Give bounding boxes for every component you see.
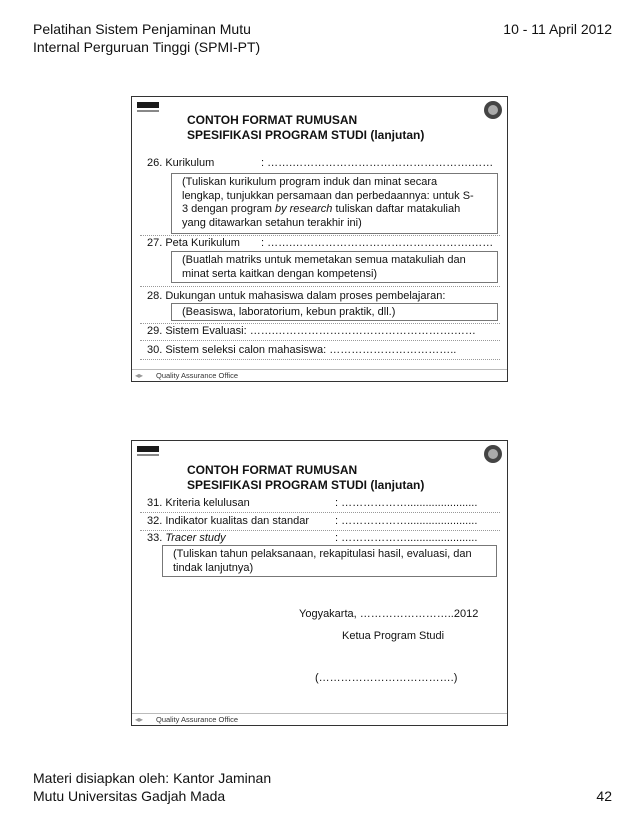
- item-30: 30. Sistem seleksi calon mahasiswa: ……………………………..: [147, 344, 457, 356]
- place-date: Yogyakarta, ……………………..2012: [299, 608, 479, 620]
- slide-title: CONTOH FORMAT RUMUSAN SPESIFIKASI PROGRAM STUDI (lanjutan): [187, 463, 425, 492]
- slide-corner-line: [137, 110, 159, 112]
- item-26: 26. Kurikulum : …….………………………………………….……: [147, 157, 494, 169]
- header-date: 10 - 11 April 2012: [503, 21, 612, 37]
- divider: [140, 512, 500, 513]
- footer-line-1: Materi disiapkan oleh: Kantor Jaminan: [33, 770, 272, 786]
- slide-corner-line: [137, 454, 159, 456]
- document-footer: [33, 769, 271, 805]
- slide-2: [131, 440, 508, 726]
- note-28: (Beasiswa, laboratorium, kebun praktik, dll.): [171, 303, 498, 321]
- slide-title: CONTOH FORMAT RUMUSAN SPESIFIKASI PROGRAM STUDI (lanjutan): [187, 113, 425, 142]
- item-28: 28. Dukungan untuk mahasiswa dalam proses pembelajaran:: [147, 290, 446, 302]
- divider: [140, 340, 500, 341]
- divider: [140, 359, 500, 360]
- signer-title: Ketua Program Studi: [342, 630, 445, 642]
- item-31: 31. Kriteria kelulusan : ……………….......................: [147, 497, 478, 509]
- page-number: 42: [596, 788, 612, 804]
- item-33: 33. Tracer study : ……………….......................: [147, 532, 478, 544]
- slide-corner-bar: [137, 446, 159, 452]
- item-27: 27. Peta Kurikulum : …….………………………………………….……: [147, 237, 494, 249]
- nav-arrows-icon: ◂▸: [135, 715, 144, 724]
- ugm-seal-icon: [484, 101, 502, 119]
- header-line-2: Internal Perguruan Tinggi (SPMI-PT): [33, 39, 261, 55]
- item-29: 29. Sistem Evaluasi: …….………………………………………….……: [147, 325, 476, 337]
- footer-line-2: Mutu Universitas Gadjah Mada: [33, 788, 226, 804]
- signature-line: (……………………………….): [315, 672, 458, 684]
- ugm-seal-icon: [484, 445, 502, 463]
- document-header: [33, 20, 260, 56]
- slide-footer: ◂▸ Quality Assurance Office: [132, 713, 507, 725]
- note-27: (Buatlah matriks untuk memetakan semua matakuliah dan minat serta kaitkan dengan kompetensi): [171, 251, 498, 283]
- note-33: (Tuliskan tahun pelaksanaan, rekapitulasi hasil, evaluasi, dan tindak lanjutnya): [162, 545, 497, 577]
- slide-corner-bar: [137, 102, 159, 108]
- nav-arrows-icon: ◂▸: [135, 371, 144, 380]
- slide-footer: ◂▸ Quality Assurance Office: [132, 369, 507, 381]
- divider: [140, 286, 500, 287]
- note-26: (Tuliskan kurikulum program induk dan minat secara lengkap, tunjukkan persamaan dan perbedaannya: untuk S- 3 dengan program by research tuliskan daftar matakuliah yang ditawarkan setahun terakhir ini): [171, 173, 498, 234]
- item-32: 32. Indikator kualitas dan standar : ……………….......................: [147, 515, 478, 527]
- slide-1: [131, 96, 508, 382]
- header-line-1: Pelatihan Sistem Penjaminan Mutu: [33, 21, 251, 37]
